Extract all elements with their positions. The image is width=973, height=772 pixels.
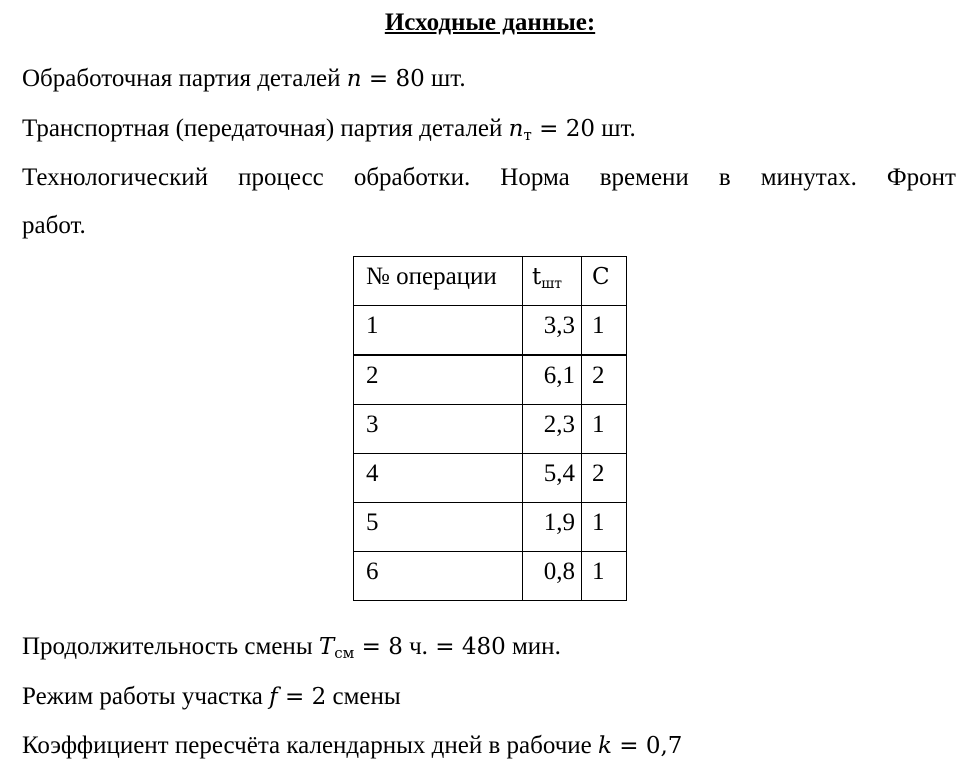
transport-batch-label: Транспортная (передаточная) партия деталей [22,115,503,142]
operation-number-cell: 1 [354,306,523,356]
table-row [354,503,627,552]
work-mode-symbol: f [269,684,278,710]
transport-batch-value: 20 [565,116,595,142]
operation-number-cell: 3 [354,405,523,454]
coefficient-formula: k = 0,7 [598,733,683,759]
process-word: Норма [500,164,570,191]
piece-time-cell: 0,8 [523,552,582,601]
shift-hours-unit: ч. [409,633,428,660]
work-mode-label: Режим работы участка [22,683,263,710]
shift-duration-label: Продолжительность смены [22,633,313,660]
transport-batch-line [22,114,636,144]
batch-size-line [22,64,466,94]
work-mode-formula: f = 2 [269,684,327,710]
table-row [354,355,627,405]
shift-subscript: см [334,644,355,662]
process-word: обработки. [353,164,471,191]
work-mode-value: 2 [311,684,327,710]
transport-batch-symbol: n [508,116,524,142]
piece-time-cell: 2,3 [523,405,582,454]
transport-batch-formula: $n_т = 20$ [508,116,595,144]
header-piece-time: $t_{шт}$ [523,257,582,306]
operation-number-cell: 5 [354,503,523,552]
equipment-count-cell: 2 [582,454,627,503]
work-mode-unit: смены [332,683,401,710]
work-mode-line [22,682,401,712]
operation-number-cell: 2 [354,355,523,405]
process-word: Технологический [22,164,209,191]
table-row [354,405,627,454]
shift-minutes-value: 480 [461,634,506,660]
table-row [354,454,627,503]
coefficient-label: Коэффициент пересчёта календарных дней в рабочие [22,732,592,759]
transport-batch-subscript: т [523,126,532,144]
piece-time-cell: 1,9 [523,503,582,552]
batch-size-value: 80 [395,66,425,92]
shift-minutes-unit: мин. [511,633,561,660]
process-text-line-2: работ. [22,212,86,239]
piece-time-cell: 5,4 [523,454,582,503]
section-heading: Исходные данные: [384,9,596,36]
header-operation-number: № операции [354,257,523,306]
process-text-line-1 [22,163,956,193]
equipment-count-cell: 2 [582,355,627,405]
coefficient-value: 0,7 [645,733,683,759]
operations-table [353,256,627,601]
process-word: минутах. [760,164,857,191]
table-header-row [354,257,627,306]
shift-hours-value: 8 [388,634,403,660]
transport-batch-unit: шт. [601,115,636,142]
coefficient-symbol: k [598,733,612,759]
table-row [354,306,627,356]
shift-duration-line: Продолжительность смены $T_{см} = 8$ ч. = 480 мин. [22,633,561,662]
batch-size-label: Обработочная партия деталей [22,65,341,92]
process-word: Фронт [886,164,956,191]
operation-number-cell: 4 [354,454,523,503]
batch-size-symbol: n [346,66,362,92]
header-equipment-count: C [582,257,627,306]
piece-time-cell: 6,1 [523,355,582,405]
equipment-count-cell: 1 [582,503,627,552]
table-row [354,552,627,601]
operation-number-cell: 6 [354,552,523,601]
process-word: в [718,164,731,191]
batch-size-unit: шт. [431,65,466,92]
equipment-count-cell: 1 [582,405,627,454]
batch-size-formula: n = 80 [346,66,425,92]
coefficient-line [22,731,682,761]
equipment-count-cell: 1 [582,306,627,356]
shift-duration-formula: $T_{см} = 8$ [318,634,403,662]
piece-time-cell: 3,3 [523,306,582,356]
shift-symbol: T [318,634,335,660]
process-word: процесс [238,164,324,191]
process-word: времени [599,164,689,191]
equipment-count-cell: 1 [582,552,627,601]
